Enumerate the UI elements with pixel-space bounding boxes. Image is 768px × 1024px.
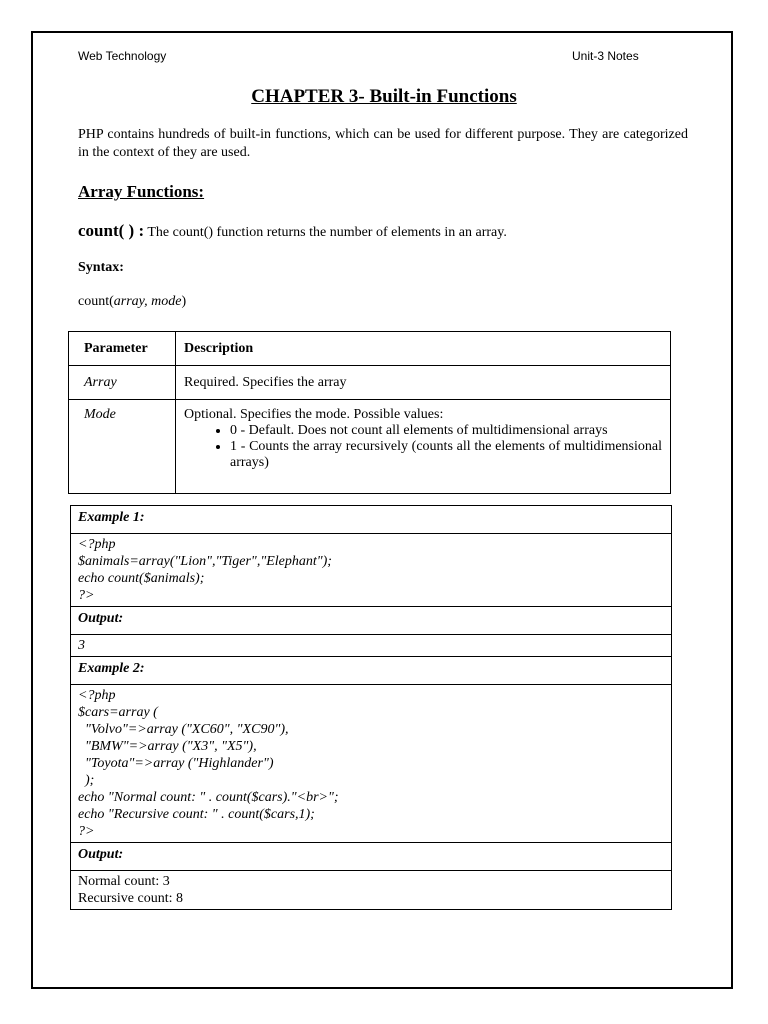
table-row: [71, 607, 672, 635]
example-output: 3: [71, 635, 672, 657]
parameter-table: [68, 331, 671, 494]
example-code: <?php $animals=array("Lion","Tiger","Elephant"); echo count($animals); ?>: [71, 534, 672, 607]
function-name: count( ) :: [78, 221, 145, 240]
param-description: Required. Specifies the array: [176, 366, 671, 400]
table-header-row: [69, 332, 671, 366]
chapter-title: CHAPTER 3- Built-in Functions: [251, 86, 517, 107]
header-unit: Unit-3 Notes: [572, 49, 639, 63]
example-code: <?php $cars=array ( "Volvo"=>array ("XC60", "XC90"), "BMW"=>array ("X3", "X5"), "Toyota"=>array ("Highlander") ); echo "Normal count: " . count($cars)."<br>"; echo "Recursive count: " . count($cars,1); ?>: [71, 685, 672, 843]
function-definition: [78, 221, 507, 241]
syntax-line: [78, 294, 186, 310]
table-row: [69, 366, 671, 400]
table-row: [71, 657, 672, 685]
table-row: [69, 400, 671, 494]
function-description: The count() function returns the number of elements in an array.: [147, 225, 507, 240]
table-row: [71, 506, 672, 534]
examples-table: [70, 505, 672, 910]
syntax-prefix: count(: [78, 294, 114, 309]
table-row: [71, 534, 672, 607]
mode-values-list: [184, 423, 662, 471]
example-output: Normal count: 3 Recursive count: 8: [71, 871, 672, 910]
syntax-suffix: ): [181, 294, 187, 309]
syntax-args: array, mode: [113, 294, 182, 309]
table-row: [71, 843, 672, 871]
table-row: [71, 685, 672, 843]
syntax-heading: Syntax:: [78, 260, 124, 275]
param-description: Optional. Specifies the mode. Possible values:: [184, 407, 444, 422]
output-label: Output:: [71, 843, 672, 871]
intro-paragraph: PHP contains hundreds of built-in functions, which can be used for different purpose. They are categorized in the context of they are used.: [78, 127, 688, 160]
header-subject: Web Technology: [78, 49, 167, 63]
param-name: Mode: [69, 400, 176, 494]
output-label: Output:: [71, 607, 672, 635]
example-label: Example 2:: [71, 657, 672, 685]
list-item: • 0 - Default. Does not count all elements of multidimensional arrays: [230, 423, 662, 439]
table-row: [71, 635, 672, 657]
list-item: • 1 - Counts the array recursively (counts all the elements of multidimensional arrays): [230, 439, 662, 471]
param-description-cell: [176, 400, 671, 494]
header-parameter: Parameter: [69, 332, 176, 366]
param-name: Array: [69, 366, 176, 400]
header-description: Description: [176, 332, 671, 366]
table-row: [71, 871, 672, 910]
example-label: Example 1:: [71, 506, 672, 534]
section-heading: Array Functions:: [78, 182, 205, 201]
